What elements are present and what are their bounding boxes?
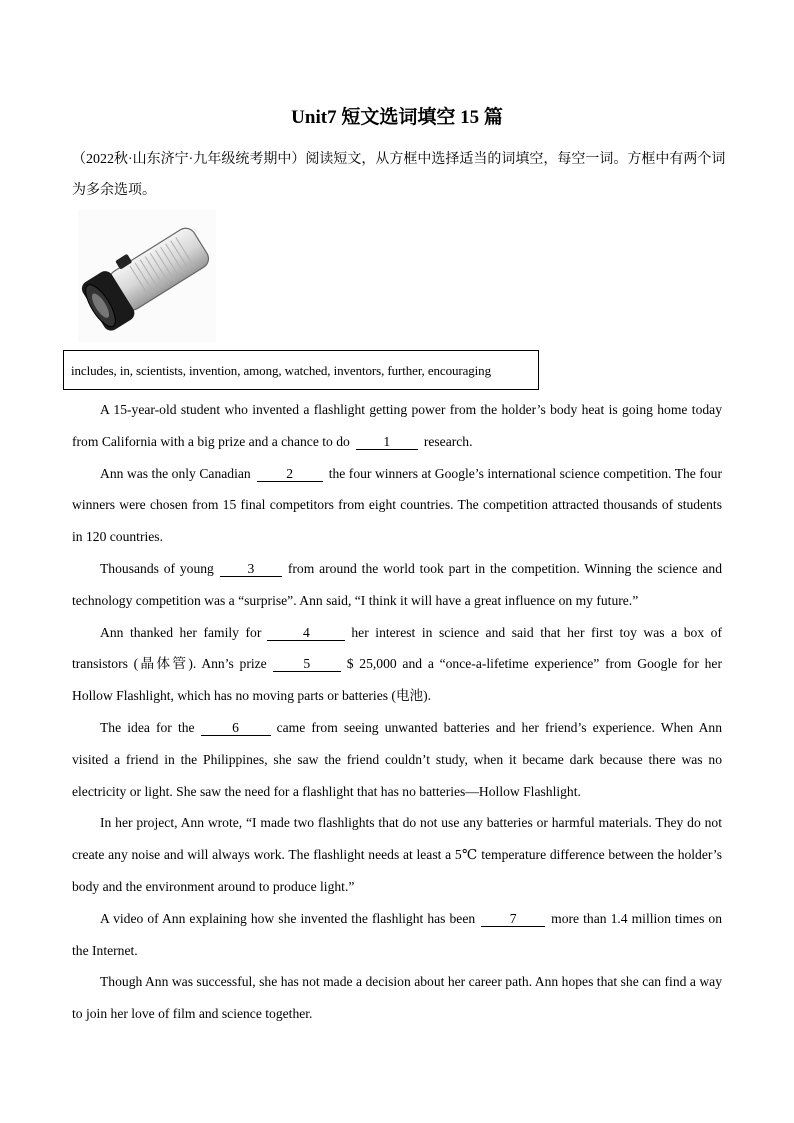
text: the four winners at Google’s international science competition. The four winners were chosen from 15 final competitors from eight countries. The competition attracted thousands of students in 120 countries.	[72, 465, 722, 545]
text: her interest in science and said that her first toy was a box of transistors (晶体管). Ann’s prize	[72, 624, 722, 672]
blank-4[interactable]: 4	[267, 625, 345, 641]
text: research.	[423, 433, 473, 449]
text: from around the world took part in the competition. Winning the science and technology competition was a “surprise”. Ann said, “I think it will have a great influence on my future.”	[72, 560, 722, 608]
page-title: Unit7 短文选词填空 15 篇	[291, 107, 503, 128]
blank-6[interactable]: 6	[201, 720, 271, 736]
text: Ann was the only Canadian	[100, 465, 251, 481]
text: more than 1.4 million times on the Internet.	[72, 910, 723, 958]
paragraph	[72, 903, 722, 967]
blank-5[interactable]: 5	[273, 656, 341, 672]
text: came from seeing unwanted batteries and her friend’s experience. When Ann visited a friend in the Philippines, she saw the friend couldn’t study, when it became dark because there was no electricity or light. She saw the need for a flashlight that has no batteries—Hollow Flashlight.	[72, 719, 722, 799]
paragraph	[72, 966, 722, 1030]
text: Ann thanked her family for	[100, 624, 262, 640]
flashlight-icon	[78, 210, 216, 342]
paragraph	[72, 553, 722, 617]
paragraph	[72, 458, 722, 553]
text: Though Ann was successful, she has not made a decision about her career path. Ann hopes that she can find a way to join her love of film and science together.	[72, 974, 722, 1022]
blank-3[interactable]: 3	[220, 561, 282, 577]
blank-2[interactable]: 2	[257, 466, 323, 482]
text: In her project, Ann wrote, “I made two flashlights that do not use any batteries or harmful materials. They do not create any noise and will always work. The flashlight needs at least a 5℃ temperature difference between the holder’s body and the environment around to produce light.”	[72, 815, 722, 894]
text: The idea for the	[100, 719, 195, 735]
instruction-text: （2022秋·山东济宁·九年级统考期中）阅读短文，从方框中选择适当的词填空，每空一词。方框中有两个词为多余选项。	[72, 152, 726, 198]
paragraph	[72, 807, 722, 902]
word-box: includes, in, scientists, invention, among, watched, inventors, further, encouraging	[63, 350, 539, 390]
blank-7[interactable]: 7	[481, 911, 545, 927]
paragraph	[72, 617, 722, 712]
paragraph	[72, 394, 722, 458]
blank-1[interactable]: 1	[356, 434, 418, 450]
passage	[72, 394, 722, 1030]
paragraph	[72, 712, 722, 807]
text: $ 25,000 and a “once-a-lifetime experience” from Google for her Hollow Flashlight, which has no moving parts or batteries (电池).	[72, 656, 722, 704]
text: A video of Ann explaining how she invented the flashlight has been	[100, 910, 476, 926]
text: Thousands of young	[100, 560, 214, 576]
text: A 15-year-old student who invented a flashlight getting power from the holder’s body heat is going home today from California with a big prize and a chance to do	[72, 402, 722, 449]
